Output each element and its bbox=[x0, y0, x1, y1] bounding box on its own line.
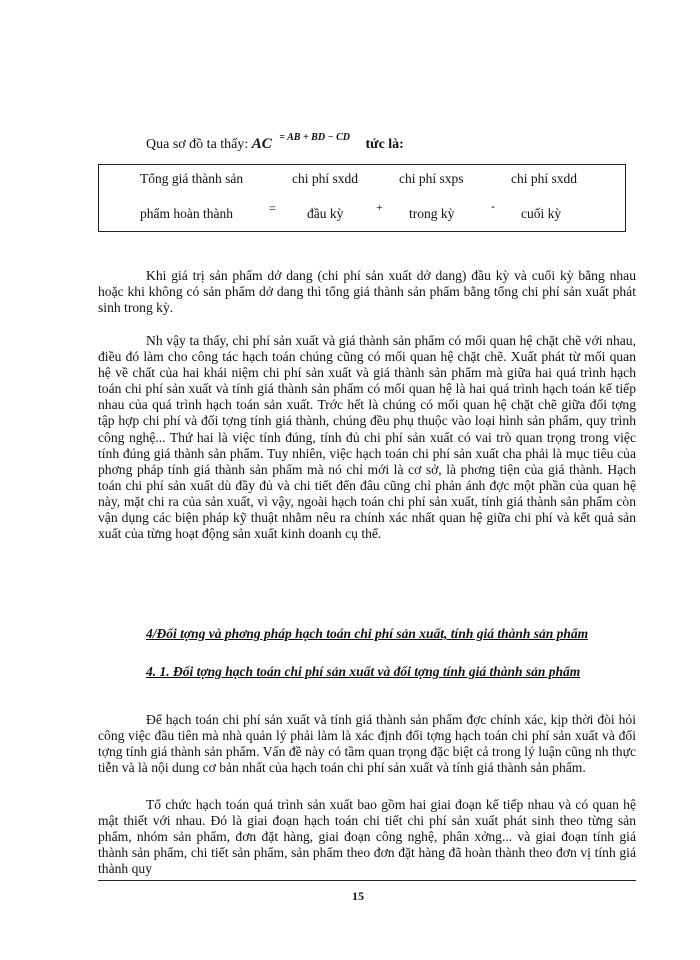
formula-lhs: AC bbox=[251, 136, 272, 152]
cell-end-period: cuối kỳ bbox=[521, 206, 562, 221]
cell-in-period: trong kỳ bbox=[409, 206, 455, 221]
cell-wip-cost-end: chi phí sxdd bbox=[511, 171, 577, 186]
section-heading-4-1: 4. 1. Đối tợng hạch toán chi phí sản xuất và đối tợng tính giá thành sản phẩm bbox=[146, 664, 581, 679]
cell-wip-cost-start: chi phí sxdd bbox=[292, 171, 358, 186]
minus-sign: - bbox=[491, 199, 495, 213]
cell-cost-incurred: chi phí sxps bbox=[399, 171, 464, 186]
section-heading-4: 4/Đối tợng và phơng pháp hạch toán chi phí sản xuất, tính giá thành sản phẩm bbox=[146, 626, 589, 641]
paragraph-1: Khi giá trị sản phẩm dở dang (chi phí sản xuất dở dang) đầu kỳ và cuối kỳ bằng nhau hoặc khi không có sản phẩm dở dang thì tổng giá thành sản phẩm bằng tổng chi phí sản xuất phát sinh trong kỳ. bbox=[98, 268, 636, 316]
formula-line bbox=[146, 132, 404, 153]
cell-total-cost: Tổng giá thành sản bbox=[140, 171, 244, 186]
paragraph-4: Tổ chức hạch toán quá trình sản xuất bao gồm hai giai đoạn kế tiếp nhau và có quan hệ mật thiết với nhau. Đó là giai đoạn hạch toán chi tiết chi phí sản xuất phát sinh theo từng sản phẩm, nhóm sản phẩm, đơn đặt hàng, giai đoạn công nghệ, phân xởng... và giai đoạn tính giá thành sản phẩm, chi tiết sản phẩm, sản phẩm theo đơn đặt hàng đã hoàn thành theo đơn vị tính giá thành quy bbox=[98, 797, 636, 877]
formula-tail: tức là: bbox=[365, 137, 404, 152]
page-number: 15 bbox=[352, 889, 364, 903]
plus-sign: + bbox=[376, 200, 383, 214]
cell-finished-goods: phẩm hoàn thành bbox=[140, 206, 233, 221]
paragraph-3: Để hạch toán chi phí sản xuất và tính giá thành sản phẩm đợc chính xác, kịp thời đòi hỏi công việc đầu tiên mà nhà quản lý phải làm là xác định đối tợng hạch toán chi phí sản xuất và đối tợng tính giá thành sản phẩm. Vấn đề này có tầm quan trọng đặc biệt cả trong lý luận cũng nh thực tiễn và là nội dung cơ bản nhất của hạch toán chi phí sản xuất và tính giá thành sản phẩm. bbox=[98, 712, 636, 776]
equals-sign: = bbox=[269, 201, 276, 215]
formula-rhs: = AB + BD − CD bbox=[279, 132, 351, 143]
cost-formula-box bbox=[98, 164, 626, 232]
cell-start-period: đầu kỳ bbox=[307, 206, 344, 221]
formula-lead: Qua sơ đồ ta thấy: bbox=[146, 137, 249, 152]
footer-rule bbox=[98, 880, 636, 881]
paragraph-2: Nh vậy ta thấy, chi phí sản xuất và giá thành sản phẩm có mối quan hệ chặt chẽ với nhau, điều đó làm cho công tác hạch toán chúng cũng có mối quan hệ chặt chẽ. Xuất phát từ mối quan hệ về chất của hai khái niệm chi phí sản xuất và giá thành sản phẩm mà giữa hai quá trình hạch toán chi phí sản xuất và tính giá thành sản phẩm có mối quan hệ là hai quá trình hạch toán kế tiếp nhau của quá trình hạch toán sản xuất. Trớc hết là chúng có mối quan hệ chặt chẽ giữa đối tợng tập hợp chi phí và đối tợng tính giá thành, chúng đều phụ thuộc vào loại hình sản phẩm, quy trình công nghệ... Thứ hai là việc tính đúng, tính đủ chi phí sản xuất có vai trò quan trọng trong việc tính đúng giá thành sản phẩm. Tuy nhiên, việc hạch toán chi phí sản xuất cha phải là mục tiêu của phơng pháp tính giá thành sản phẩm mà nó chỉ mới là cơ sở, là phơng tiện của giá thành. Hạch toán chi phí sản xuất dù đầy đủ và chi tiết đến đâu cũng chỉ phản ánh đợc một phần của quan hệ này, mặt chi ra của sản xuất, vì vậy, ngoài hạch toán chi phí sản xuất, tính giá thành sản phẩm còn vận dụng các biện pháp kỹ thuật nhằm nêu ra chính xác nhất quan hệ giữa chi phí và kết quả sản xuất của từng hoạt động sản xuất kinh doanh cụ thể. bbox=[98, 333, 636, 542]
